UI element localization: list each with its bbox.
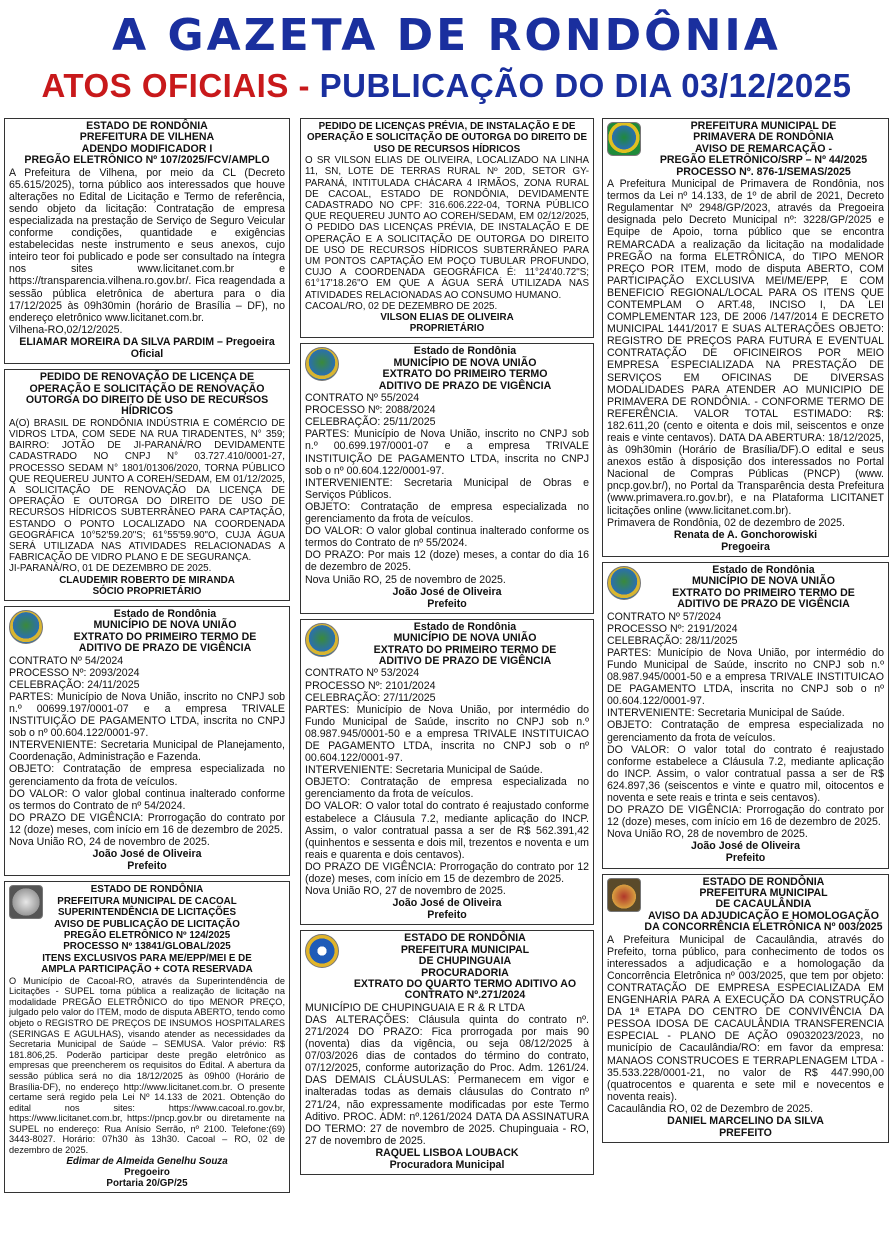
notice-body: O SR VILSON ELIAS DE OLIVEIRA, LOCALIZADO NA LINHA 11, SN, LOTE DE TERRAS RURAL Nº 20D, SETOR GY-PARANÁ, INTITULADA CHÁCARA 4 IRMÃOS, ZONA RURAL DE CACOAL, ESTADO DE RONDÔNIA, DEVIDAMENTE CADASTRADO NO CPF: 316.606.222-04, TORNA PÚBLICO QUE REQUEREU JUNTO AO COREH/SEDAM, EM 02/12/2025, O PEDIDO DAS LICENÇAS PRÉVIA, DE INSTALAÇÃO E DE OPERAÇÃO E A SOLICITAÇÃO DE OUTORGA DO DIREITO DE USO DE RECURSOS HÍDRICOS SUBTERRÂNEO PARA UM PONTOS CAPTAÇÃO EM POÇO TUBULAR PROFUNDO, CUJO A COORDENADA GEOGRÁFICA É: 11°24'40.72"S; 61°17'18.26"O EM QUE A ÁGUA SERÁ UTILIZADA NAS ATIVIDADES RELACIONADAS AO CONSUMO HUMANO. CACOAL/RO, 02 DE DEZEMBRO DE 2025. xyxy=(305,155,589,312)
notice-heading: Estado de Rondônia MUNICÍPIO DE NOVA UNIÃO EXTRATO DO PRIMEIRO TERMO DE ADITIVO DE PRAZO DE VIGÊNCIA xyxy=(73,608,257,655)
column-left xyxy=(4,118,290,1246)
notice-body: MUNICÍPIO DE CHUPINGUAIA E R & R LTDA DAS ALTERAÇÕES: Cláusula quinta do contrato nº. 271/2024 DO PRAZO: Fica prorrogada por mais 90 (noventa) dias da vigência, ou seja 08/12/2025 à 07/03/2026 dias de contados do término do contrato, 07/12/2025, conforme autorização do Proc. Adm. 1261/24. DAS DEMAIS CLÁUSULAS: Permanecem em vigor e inalteradas todas as demais cláusulas do Contrato nº 271/24, não expressamente modificadas por este Termo Aditivo. PROC. ADM: nº.1261/2024 DATA DA ASSINATURA DO TERMO: 27 de novembro de 2025. Chupinguaia - RO, 27 de novembro de 2025. xyxy=(305,1001,589,1147)
notice-signature: ELIAMAR MOREIRA DA SILVA PARDIM – Pregoeira Oficial xyxy=(19,335,275,361)
notice-heading: ESTADO DE RONDÔNIA PREFEITURA MUNICIPAL DE CACAULÂNDIA AVISO DA ADJUDICAÇÃO E HOMOLOGAÇÃO DA CONCORRÊNCIA ELETRÔNICA Nº 003/2025 xyxy=(644,875,883,934)
notice-body: CONTRATO Nº 54/2024 PROCESSO Nº: 2093/2024 CELEBRAÇÃO: 24/11/2025 PARTES: Município de Nova União, inscrito no CNPJ sob n.º 00699.197/0001-07 e a empresa TRIVALE INSTITUIÇÃO DE PAGAMENTO LTDA, inscrita no CNPJ sob o nº 00.604.122/0001-97. INTERVENIENTE: Secretaria Municipal de Planejamento, Coordenação, Administração e Fazenda. OBJETO: Contratação de empresa especializada no gerenciamento da frota de veículos. DO VALOR: O valor global continua inalterado conforme os termos do Contrato de nº 54/2024. DO PRAZO DE VIGÊNCIA: Prorrogação do contrato por 12 (doze) meses, com início em 16 de dezembro de 2025. Nova União RO, 24 de novembro de 2025. xyxy=(9,654,285,849)
notice-body: CONTRATO Nº 55/2024 PROCESSO Nº: 2088/2024 CELEBRAÇÃO: 25/11/2025 PARTES: Município de Nova União, inscrito no CNPJ sob n.º 00.699.197/0001-07 e a empresa TRIVALE INSTITUIÇÃO DE PAGAMENTO LTDA, inscrita no CNPJ sob o nº 00.604.122/0001-97. INTERVENIENTE: Secretaria Municipal de Obras e Serviços Públicos. OBJETO: Contratação de empresa especializada no gerenciamento da frota de veículos. DO VALOR: O valor global continua inalterado conforme os termos do Contrato de nº 55/2024. DO PRAZO: Por mais 12 (doze) meses, a contar do dia 16 de dezembro de 2025. Nova União RO, 25 de novembro de 2025. xyxy=(305,392,589,586)
notice-nova-uniao-53 xyxy=(300,619,594,926)
cacaulandia-seal-icon xyxy=(607,878,641,912)
notice-heading: ESTADO DE RONDÔNIA PREFEITURA MUNICIPAL DE CHUPINGUAIA PROCURADORIA EXTRATO DO QUARTO TERMO ADITIVO AO CONTRATO Nº.271/2024 xyxy=(353,932,577,1002)
primavera-seal-icon xyxy=(607,122,641,156)
nova-uniao-seal-icon xyxy=(305,623,339,657)
notice-heading: PEDIDO DE RENOVAÇÃO DE LICENÇA DE OPERAÇÃO E SOLICITAÇÃO DE RENOVAÇÃO OUTORGA DO DIREITO DE USO DE RECURSOS HÍDRICOS xyxy=(25,371,269,418)
notice-body: A Prefeitura Municipal de Primavera de Rondônia, nos termos da Lei nº 14.133, de 1º de abril de 2021, Decreto Regulamentar Nº 2948/GP/2023, através da Pregoeira designada pelo Decreto Municipal nº: 3228/GP/2025 e Equipe de Apoio, torna público que se encontra REMARCADA a realização da licitação na modalidade PREGÃO na forma ELETRÔNICA, do TIPO MENOR PREÇO POR ITEM, modo de disputa ABERTO, COM PARTICIPAÇÃO EXCLUSIVA MEI/ME/EPP, E COM BENEFICIO REGIONAL/LOCAL PARA OS ITENS QUE CONTEMPLAM O ART.48, INCISO I, DA LEI COMPLEMENTAR 123, DE 2006 /147/2014 E DECRETO MUNICIPAL 1441/2017 E SUAS ALTERAÇÕES OBJETO: REGISTRO DE PREÇOS PARA FUTURA E EVENTUAL CONTRATAÇÃO DE OFICINEIROS POR MEIO EMPRESA ESPECIALIZADA NA PRESTAÇÃO DE SERVIÇOS EM OFICINAS DE DIVERSAS MODALIDADES PARA ATENDER AO MUNICIPIO DE PRIMAVERA DE RONDÔNIA. - CONFORME TERMO DE REFERÊNCIA. VALOR TOTAL ESTIMADO: R$: 182.611,20 (cento e oitenta e dois mil, seiscentos e onze reais e vinte centavos). DATA DA ABERTURA: 18/12/2025, às 09h30min (Horário de Brasília/DF).O edital e seus anexos estão à disposição dos interessados no Portal Nacional de Compras Públicas (PNCP) (www. pncp.gov.br/), no Portal da Transparência desta Prefeitura (www.primavera.ro.gov.br), e na Plataforma LICITANET licitações online (www.licitanet.com.br). Primavera de Rondônia, 02 de dezembro de 2025. xyxy=(607,178,884,529)
notice-signature: Edimar de Almeida Genelhu Souza Pregoeiro Portaria 20/GP/25 xyxy=(66,1155,228,1190)
notice-signature: João José de Oliveira Prefeito xyxy=(691,840,800,865)
notice-vilson-elias xyxy=(300,118,594,338)
masthead xyxy=(0,0,893,114)
notice-nova-uniao-54 xyxy=(4,606,290,876)
notice-nova-uniao-55 xyxy=(300,343,594,613)
subtitle-separator: - xyxy=(288,67,320,104)
notice-body: CONTRATO Nº 57/2024 PROCESSO Nº: 2191/2024 CELEBRAÇÃO: 28/11/2025 PARTES: Município de Nova União, por intermédio do Fundo Municipal de Saúde, inscrito no CNPJ sob n.º 08.987.945/0001-50 e a empresa TRIVALE INSTITUICAO DE PAGAMENTO LTDA, inscrita no CNPJ sob o nº 00.604.122/0001-97. INTERVENIENTE: Secretaria Municipal de Saúde. OBJETO: Contratação de empresa especializada no gerenciamento da frota de veículos. DO VALOR: O valor total do contrato é reajustado conforme estabelece a Cláusula 7.2, mediante aplicação do INCP. Assim, o valor contratual passa a ser de R$ 624.897,36 (seiscentos e vinte e quatro mil, oitocentos e noventa e sete reais e trinta e seis centavos). DO PRAZO DE VIGÊNCIA: Prorrogação do contrato por 12 (doze) meses, com início em 16 de dezembro de 2025. Nova União RO, 28 de novembro de 2025. xyxy=(607,610,884,841)
notice-heading: PEDIDO DE LICENÇAS PRÉVIA, DE INSTALAÇÃO E DE OPERAÇÃO E SOLICITAÇÃO DE OUTORGA DO DIREITO DE USO DE RECURSOS HÍDRICOS xyxy=(307,121,587,155)
notice-body: A(O) BRASIL DE RONDÔNIA INDÚSTRIA E COMÉRCIO DE VIDROS LTDA, COM SEDE NA RUA TIRADENTES, N° 359; BAIRRO: JOTÃO DE JI-PARANÁ/RO DEVIDAMENTE CADASTRADO NO CNPJ N° 03.727.410/0001-27, PROCESSO SEDAM N° 1801/01306/2020, TORNA PÚBLICO QUE REQUEREU JUNTO A COREH/SEDAM, EM 01/12/2025, A SOLICITAÇÃO DE RENOVAÇÃO DA LICENÇA DE OPERAÇÃO E OUTORGA DO DIREITO DE USO DE RECURSOS HÍDRICOS SUBTERRÂNEO PARA CAPTAÇÃO, ESTANDO O PONTO LOCALIZADO NA COORDENADA GEOGRÁFICA 10°52'59.20"S; 61°55'59.90"O, CUJA ÁGUA SERÁ UTILIZADA NAS ATIVIDADES RELACIONADAS A FABRICAÇÃO DE VIDRO PLANO E DE SEGURANÇA. JI-PARANÁ/RO, 01 DE DEZEMBRO DE 2025. xyxy=(9,417,285,575)
publication-date: PUBLICAÇÃO DO DIA 03/12/2025 xyxy=(319,67,852,104)
notice-signature: Renata de A. Gonchorowiski Pregoeira xyxy=(673,528,818,553)
notice-heading: PREFEITURA MUNICIPAL DE PRIMAVERA DE RONDÔNIA AVISO DE REMARCAÇÃO - PREGÃO ELETRÔNICO/SRP – Nº 44/2025 PROCESSO Nº. 876-1/SEMAS/2025 xyxy=(659,120,868,178)
nova-uniao-seal-icon xyxy=(607,566,641,600)
notice-heading: ESTADO DE RONDÔNIA PREFEITURA MUNICIPAL DE CACOAL SUPERINTENDÊNCIA DE LICITAÇÕES AVISO DE PUBLICAÇÃO DE LICITAÇÃO PREGÃO ELETRÔNICO Nº 124/2025 PROCESSO Nº 13841/GLOBAL/2025 ITENS EXCLUSIVOS PARA ME/EPP/MEI E DE AMPLA PARTICIPAÇÃO + COTA RESERVADA xyxy=(41,884,253,976)
notice-signature: João José de Oliveira Prefeito xyxy=(92,848,202,873)
notice-body: A Prefeitura Municipal de Cacaulândia, através do Prefeito, torna público, para conhecimento de todos os interessados a adjudicação e a homologação da Concorrência Eletrônica nº 003/2025, que tem por objeto: CONTRATAÇÃO DE EMPRESA ESPECIALIZADA EM ENGENHARIA PARA A EXECUÇÃO DA CONSTRUÇÃO DA 1ª ETAPA DO CENTRO DE CONVIVÊNCIA DA PESSOA IDOSA DE CACAULÂNDIA TRANSFERENCIA ESPECIAL - PLANO DE AÇÃO 09032023/2023, no município de Cacaulândia/RO: em favor da empresa: MANAOS CONSTRUCOES E TERRAPLENAGEM LTDA - 35.533.228/0001-21, no valor de R$ 447.990,00 (quatrocentos e quarenta e sete mil e novecentos e noventa reais). Cacaulândia RO, 02 de Dezembro de 2025. xyxy=(607,933,884,1115)
edition-subtitle xyxy=(0,64,893,108)
notice-signature: João José de Oliveira Prefeito xyxy=(392,585,502,610)
notice-chupinguaia xyxy=(300,930,594,1175)
notice-signature: João José de Oliveira Prefeito xyxy=(392,897,502,922)
notice-cacoal xyxy=(4,881,290,1193)
notice-signature: CLAUDEMIR ROBERTO DE MIRANDA SÓCIO PROPRIETÁRIO xyxy=(59,574,235,597)
notice-signature: VILSON ELIAS DE OLIVEIRA PROPRIETÁRIO xyxy=(380,312,514,335)
nova-uniao-seal-icon xyxy=(9,610,43,644)
notice-heading: Estado de Rondônia MUNICÍPIO DE NOVA UNIÃO EXTRATO DO PRIMEIRO TERMO ADITIVO DE PRAZO DE VIGÊNCIA xyxy=(378,345,552,392)
newspaper-title: A GAZETA DE RONDÔNIA xyxy=(112,10,781,61)
notice-heading: ESTADO DE RONDÔNIA PREFEITURA DE VILHENA ADENDO MODIFICADOR I PREGÃO ELETRÔNICO Nº 107/2025/FCV/AMPLO xyxy=(24,120,270,167)
notice-brasil-rondonia-vidros xyxy=(4,369,290,601)
notice-body: O Município de Cacoal-RO, através da Superintendência de Licitações - SUPEL torna pública a realização de licitação na modalidade PREGÃO ELETRÔNICO do tipo MENOR PREÇO, julgado pelo valor do ITEM, modo de disputa ABERTO, tendo como objeto o REGISTRO DE PREÇOS DE INSUMOS HOSPITALARES (SERINGAS E AGULHAS), visando atender as necessidades da Secretaria Municipal de Saúde – SEMUSA. Valor prévio: R$ 181.806,25. Poderão participar deste pregão eletrônico as empresas que preencherem os requisitos do Edital. A abertura da sessão pública será no dia 18/12/2025 às 09h00 (Horário de Brasília-DF), no endereço http://www.licitanet.com.br. O presente certame será regido pela Lei Nº 14.133 de 2021. Obtenção do edital nos sites: https://www.cacoal.ro.gov.br, https://www.licitanet.com.br, https://pncp.gov.br ou diretamente na SUPEL no endereço: Rua Anísio Serrão, nº 2100. Telefone:(69) 3443-8027. Horário: 07h30 às 13h30. Cacoal – RO, 02 de dezembro de 2025. xyxy=(9,975,285,1156)
notice-body: CONTRATO Nº 53/2024 PROCESSO Nº: 2101/2024 CELEBRAÇÃO: 27/11/2025 PARTES: Município de Nova União, por intermédio do Fundo Municipal de Saúde, inscrito no CNPJ sob n.º 08.987.945/0001-50 e a empresa TRIVALE INSTITUICAO DE PAGAMENTO LTDA, inscrita no CNPJ sob o nº 00.604.122/0001-97. INTERVENIENTE: Secretaria Municipal de Saúde. OBJETO: Contratação de empresa especializada no gerenciamento da frota de veículos. DO VALOR: O valor total do contrato é reajustado conforme estabelece a Cláusula 7.2, mediante aplicação do INCP. Assim, o valor contratual passa a ser de R$ 562.391,42 (quinhentos e sessenta e dois mil, trezentos e noventa e um reais e quarenta e dois centavos). DO PRAZO DE VIGÊNCIA: Prorrogação do contrato por 12 (doze) meses, com início em 15 de dezembro de 2025. Nova União RO, 27 de novembro de 2025. xyxy=(305,667,589,898)
notice-primavera xyxy=(602,118,889,557)
notice-signature: DANIEL MARCELINO DA SILVA PREFEITO xyxy=(667,1114,824,1140)
section-label: ATOS OFICIAIS xyxy=(41,67,289,104)
notice-signature: RAQUEL LISBOA LOUBACK Procuradora Municipal xyxy=(375,1146,519,1172)
notice-nova-uniao-57 xyxy=(602,562,889,869)
cacoal-seal-icon xyxy=(9,885,43,919)
column-right xyxy=(602,118,889,1246)
notice-body: A Prefeitura de Vilhena, por meio da CL (Decreto 65.615/2025), torna público aos interessados que houve alterações no Edital de Licitação e Termo de referência, sendo objeto da licitação: Contratação de empresa especializada na prestação de Serviço de Seguro Veicular conforme condições, quantidade e exigências estabelecidas neste instrumento e seus anexos, cujo inteiro teor foi publicado e pode ser consultado na íntegra nos sites www.licitanet.com.br e https://transparencia.vilhena.ro.gov.br/. Fica reagendada a sessão pública eletrônica de abertura para o dia 17/12/2025 às 09h30min (horário de Brasília – DF), no endereço eletrônico www.licitanet.com.br. Vilhena-RO,02/12/2025. xyxy=(9,166,285,336)
notice-heading: Estado de Rondônia MUNICÍPIO DE NOVA UNIÃO EXTRATO DO PRIMEIRO TERMO DE ADITIVO DE PRAZO DE VIGÊNCIA xyxy=(672,563,855,611)
notice-heading: Estado de Rondônia MUNICÍPIO DE NOVA UNIÃO EXTRATO DO PRIMEIRO TERMO DE ADITIVO DE PRAZO DE VIGÊNCIA xyxy=(373,620,557,667)
column-middle xyxy=(300,118,594,1246)
notice-vilhena xyxy=(4,118,290,364)
notice-cacaulandia xyxy=(602,874,889,1144)
